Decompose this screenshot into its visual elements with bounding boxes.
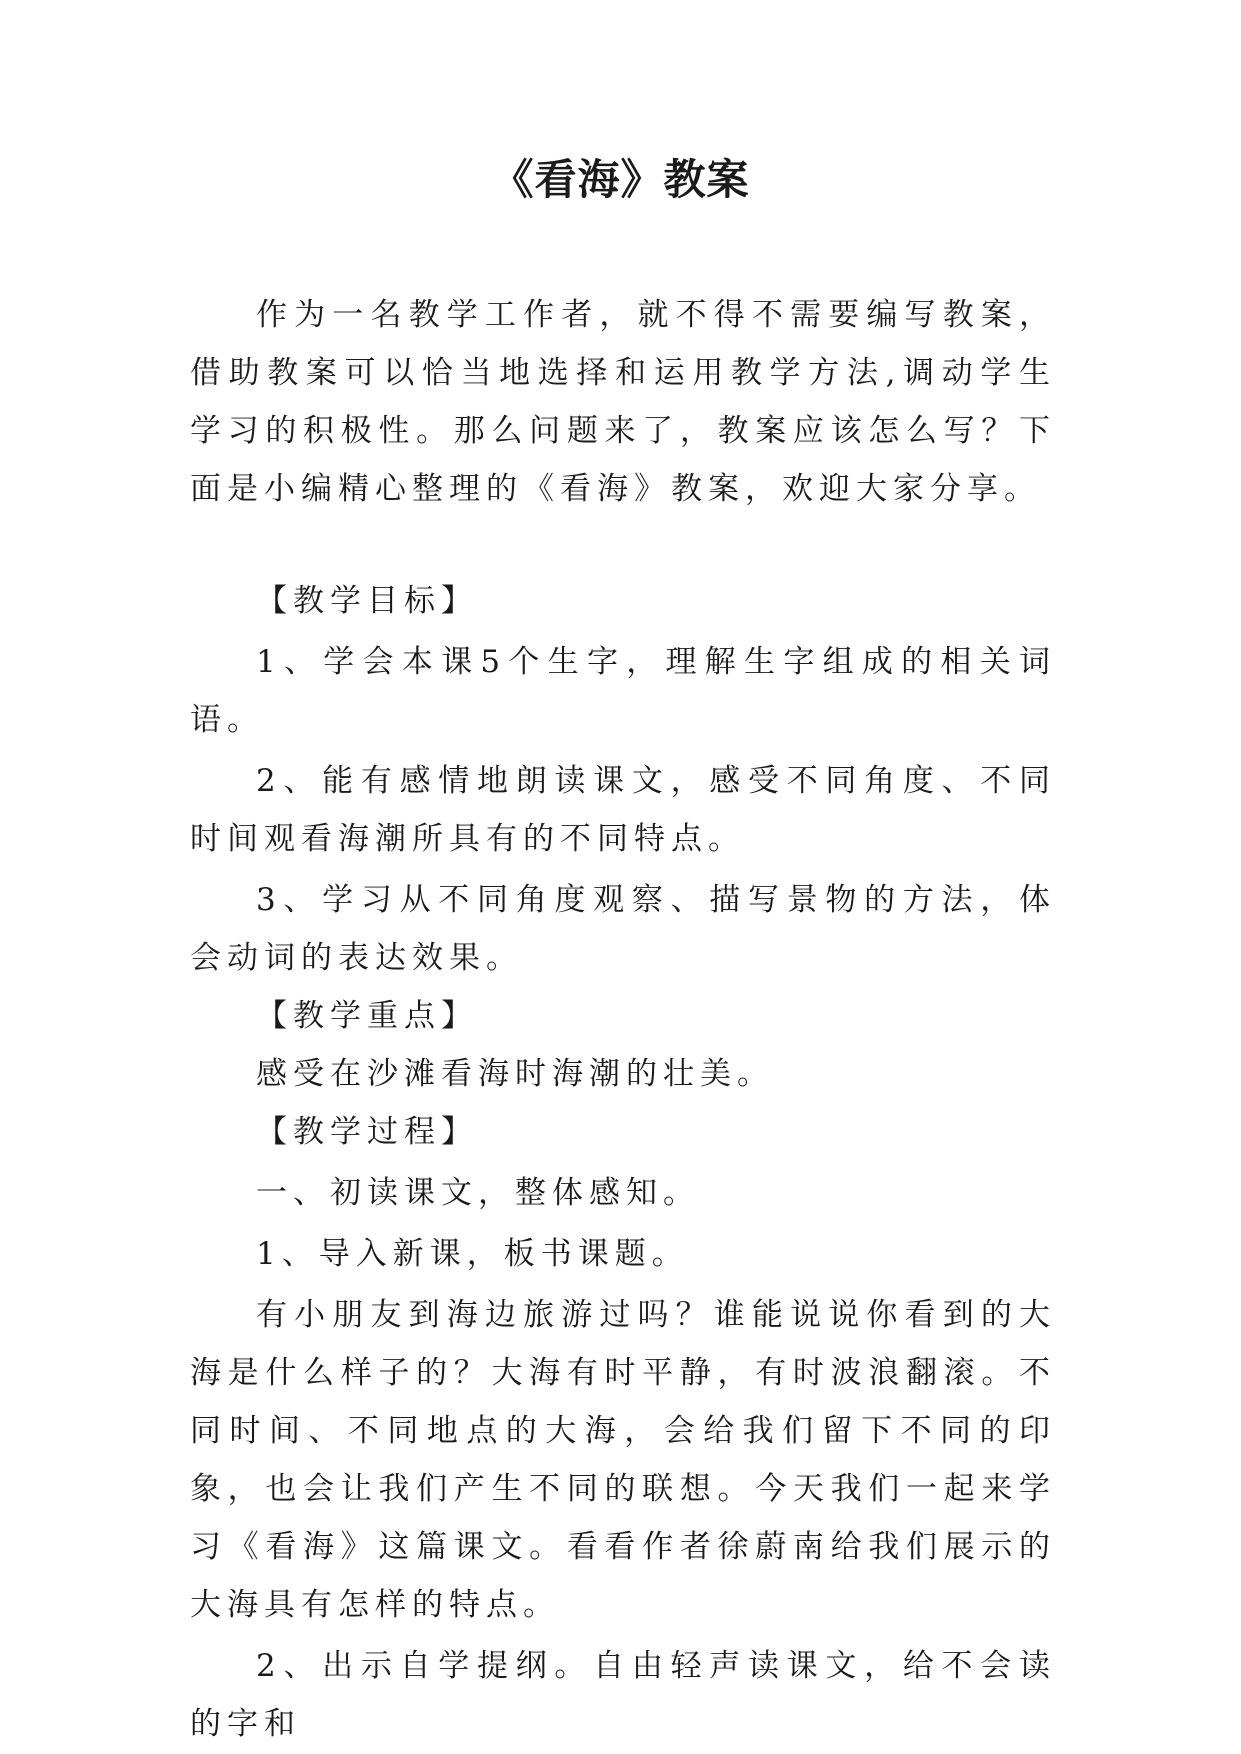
- process-step-2: 2、出示自学提纲。自由轻声读课文，给不会读的字和: [190, 1648, 1056, 1742]
- objective-item-3: 3、学习从不同角度观察、描写景物的方法，体会动词的表达效果。: [190, 882, 1056, 976]
- objective-item-1: 1、学会本课5个生字，理解生字组成的相关词语。: [190, 644, 1056, 738]
- objective-item-2: 2、能有感情地朗读课文，感受不同角度、不同时间观看海潮所具有的不同特点。: [190, 763, 1056, 857]
- document-title: 《看海》教案: [491, 155, 750, 204]
- key-point-paragraph: 感受在沙滩看海时海潮的壮美。: [256, 1056, 774, 1092]
- section-heading-process: 【教学过程】: [256, 1114, 478, 1150]
- process-step-1: 1、导入新课，板书课题。: [256, 1236, 689, 1272]
- intro-paragraph: 作为一名教学工作者，就不得不需要编写教案，借助教案可以恰当地选择和运用教学方法,调动学生学习的积极性。那么问题来了，教案应该怎么写？下面是小编精心整理的《看海》教案，欢迎大家分享。: [190, 297, 1056, 507]
- process-step-heading: 一、初读课文，整体感知。: [256, 1175, 700, 1211]
- section-heading-key-points: 【教学重点】: [256, 998, 478, 1034]
- document-body: [190, 286, 1056, 1753]
- section-heading-objectives: 【教学目标】: [256, 583, 478, 619]
- process-step-1-paragraph: 有小朋友到海边旅游过吗？谁能说说你看到的大海是什么样子的？大海有时平静，有时波浪翻滚。不同时间、不同地点的大海，会给我们留下不同的印象，也会让我们产生不同的联想。今天我们一起来学习《看海》这篇课文。看看作者徐蔚南给我们展示的大海具有怎样的特点。: [190, 1297, 1056, 1623]
